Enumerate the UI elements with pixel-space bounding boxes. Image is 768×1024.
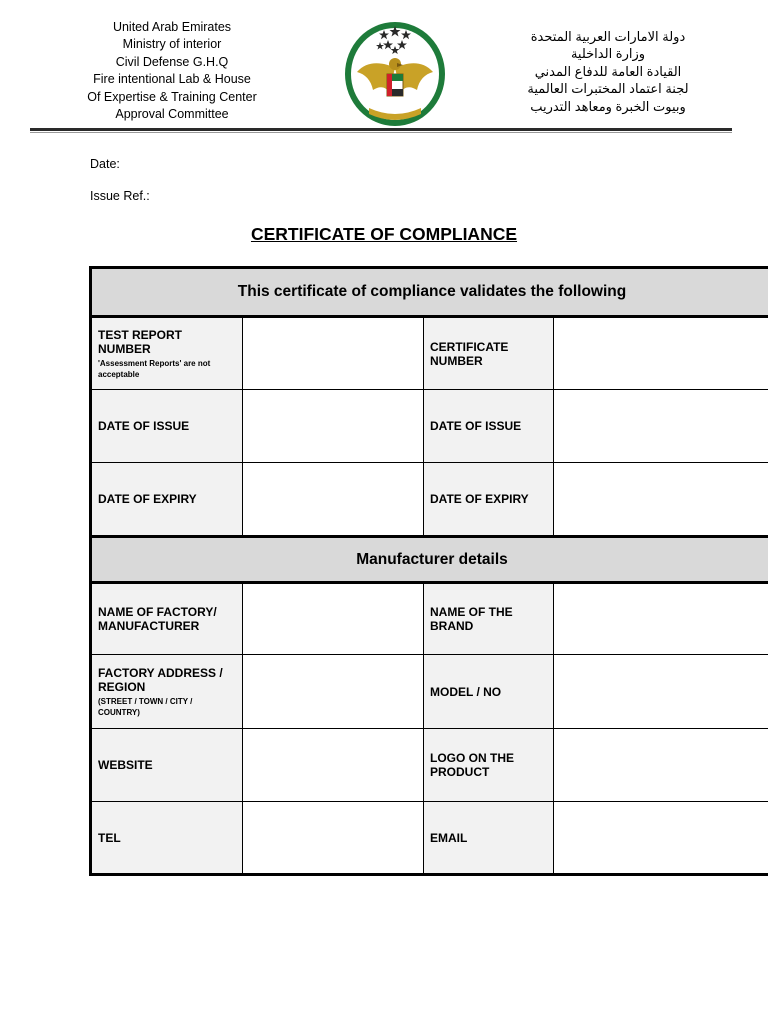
header-line: Ministry of interior <box>122 37 222 52</box>
label-text: DATE OF ISSUE <box>98 419 190 433</box>
certificate-date-of-issue-label <box>424 390 554 463</box>
website-label <box>92 729 243 802</box>
label-text: DATE OF EXPIRY <box>98 492 197 506</box>
certificate-date-of-expiry-label <box>424 463 554 535</box>
issue-ref-label: Issue Ref.: <box>90 189 150 203</box>
certificate-date-of-expiry-field[interactable] <box>554 463 768 535</box>
section-heading-validation: This certificate of compliance validates the following <box>92 269 768 315</box>
header-line: Of Expertise & Training Center <box>87 89 257 104</box>
label-text: MODEL / NO <box>430 684 502 699</box>
factory-name-field[interactable] <box>243 584 424 655</box>
label-text: CERTIFICATE NUMBER <box>430 339 509 368</box>
email-label <box>424 802 554 873</box>
label-text: WEBSITE <box>98 758 153 772</box>
header-line: Civil Defense G.H.Q <box>115 54 229 69</box>
logo-on-product-label <box>424 729 554 802</box>
factory-address-field[interactable] <box>243 655 424 729</box>
report-date-of-issue-label <box>92 390 243 463</box>
header-line-ar: لجنة اعتماد المختبرات العالمية <box>527 81 689 97</box>
label-text: DATE OF EXPIRY <box>430 492 529 506</box>
test-report-number-label <box>92 318 243 390</box>
factory-name-label <box>92 584 243 655</box>
header-divider <box>30 128 732 131</box>
model-no-field[interactable] <box>554 655 768 729</box>
label-text: DATE OF ISSUE <box>430 419 522 433</box>
header-divider-shadow <box>30 132 732 133</box>
header-line: Fire intentional Lab & House <box>93 72 251 87</box>
logo-on-product-field[interactable] <box>554 729 768 802</box>
header-line-ar: القيادة العامة للدفاع المدني <box>534 63 682 79</box>
certificate-date-of-issue-field[interactable] <box>554 390 768 463</box>
header-arabic-block <box>506 28 710 115</box>
date-label: Date: <box>90 157 120 171</box>
header-line-ar: دولة الامارات العربية المتحدة <box>530 29 686 44</box>
report-date-of-expiry-label <box>92 463 243 535</box>
header-line-ar: وبيوت الخبرة ومعاهد التدريب <box>530 98 686 114</box>
report-date-of-expiry-field[interactable] <box>243 463 424 535</box>
label-text: NAME OF THE BRAND <box>430 605 513 633</box>
label-text: TEST REPORT NUMBER <box>98 327 183 356</box>
certificate-number-field[interactable] <box>554 318 768 390</box>
section-heading-manufacturer: Manufacturer details <box>92 538 768 581</box>
header-english-block <box>72 19 272 123</box>
test-report-number-field[interactable] <box>243 318 424 390</box>
report-date-of-issue-field[interactable] <box>243 390 424 463</box>
label-text: TEL <box>98 830 121 845</box>
certificate-number-label <box>424 318 554 390</box>
label-text: LOGO ON THE PRODUCT <box>430 751 514 779</box>
label-note: 'Assessment Reports' are not acceptable <box>98 358 211 379</box>
uae-ministry-emblem-icon <box>343 16 447 128</box>
tel-label <box>92 802 243 873</box>
factory-address-label <box>92 655 243 729</box>
email-field[interactable] <box>554 802 768 873</box>
label-note: (STREET / TOWN / CITY / COUNTRY) <box>98 696 193 717</box>
header-line: Approval Committee <box>115 107 229 122</box>
tel-field[interactable] <box>243 802 424 873</box>
website-field[interactable] <box>243 729 424 802</box>
model-no-label <box>424 655 554 729</box>
brand-name-field[interactable] <box>554 584 768 655</box>
brand-name-label <box>424 584 554 655</box>
label-text: FACTORY ADDRESS / REGION <box>98 665 223 694</box>
header-line-ar: وزارة الداخلية <box>570 46 646 62</box>
label-text: EMAIL <box>430 830 468 845</box>
certificate-table <box>89 266 768 876</box>
header-line: United Arab Emirates <box>112 20 232 34</box>
label-text: NAME OF FACTORY/ MANUFACTURER <box>98 605 217 633</box>
document-title: CERTIFICATE OF COMPLIANCE <box>250 224 518 244</box>
